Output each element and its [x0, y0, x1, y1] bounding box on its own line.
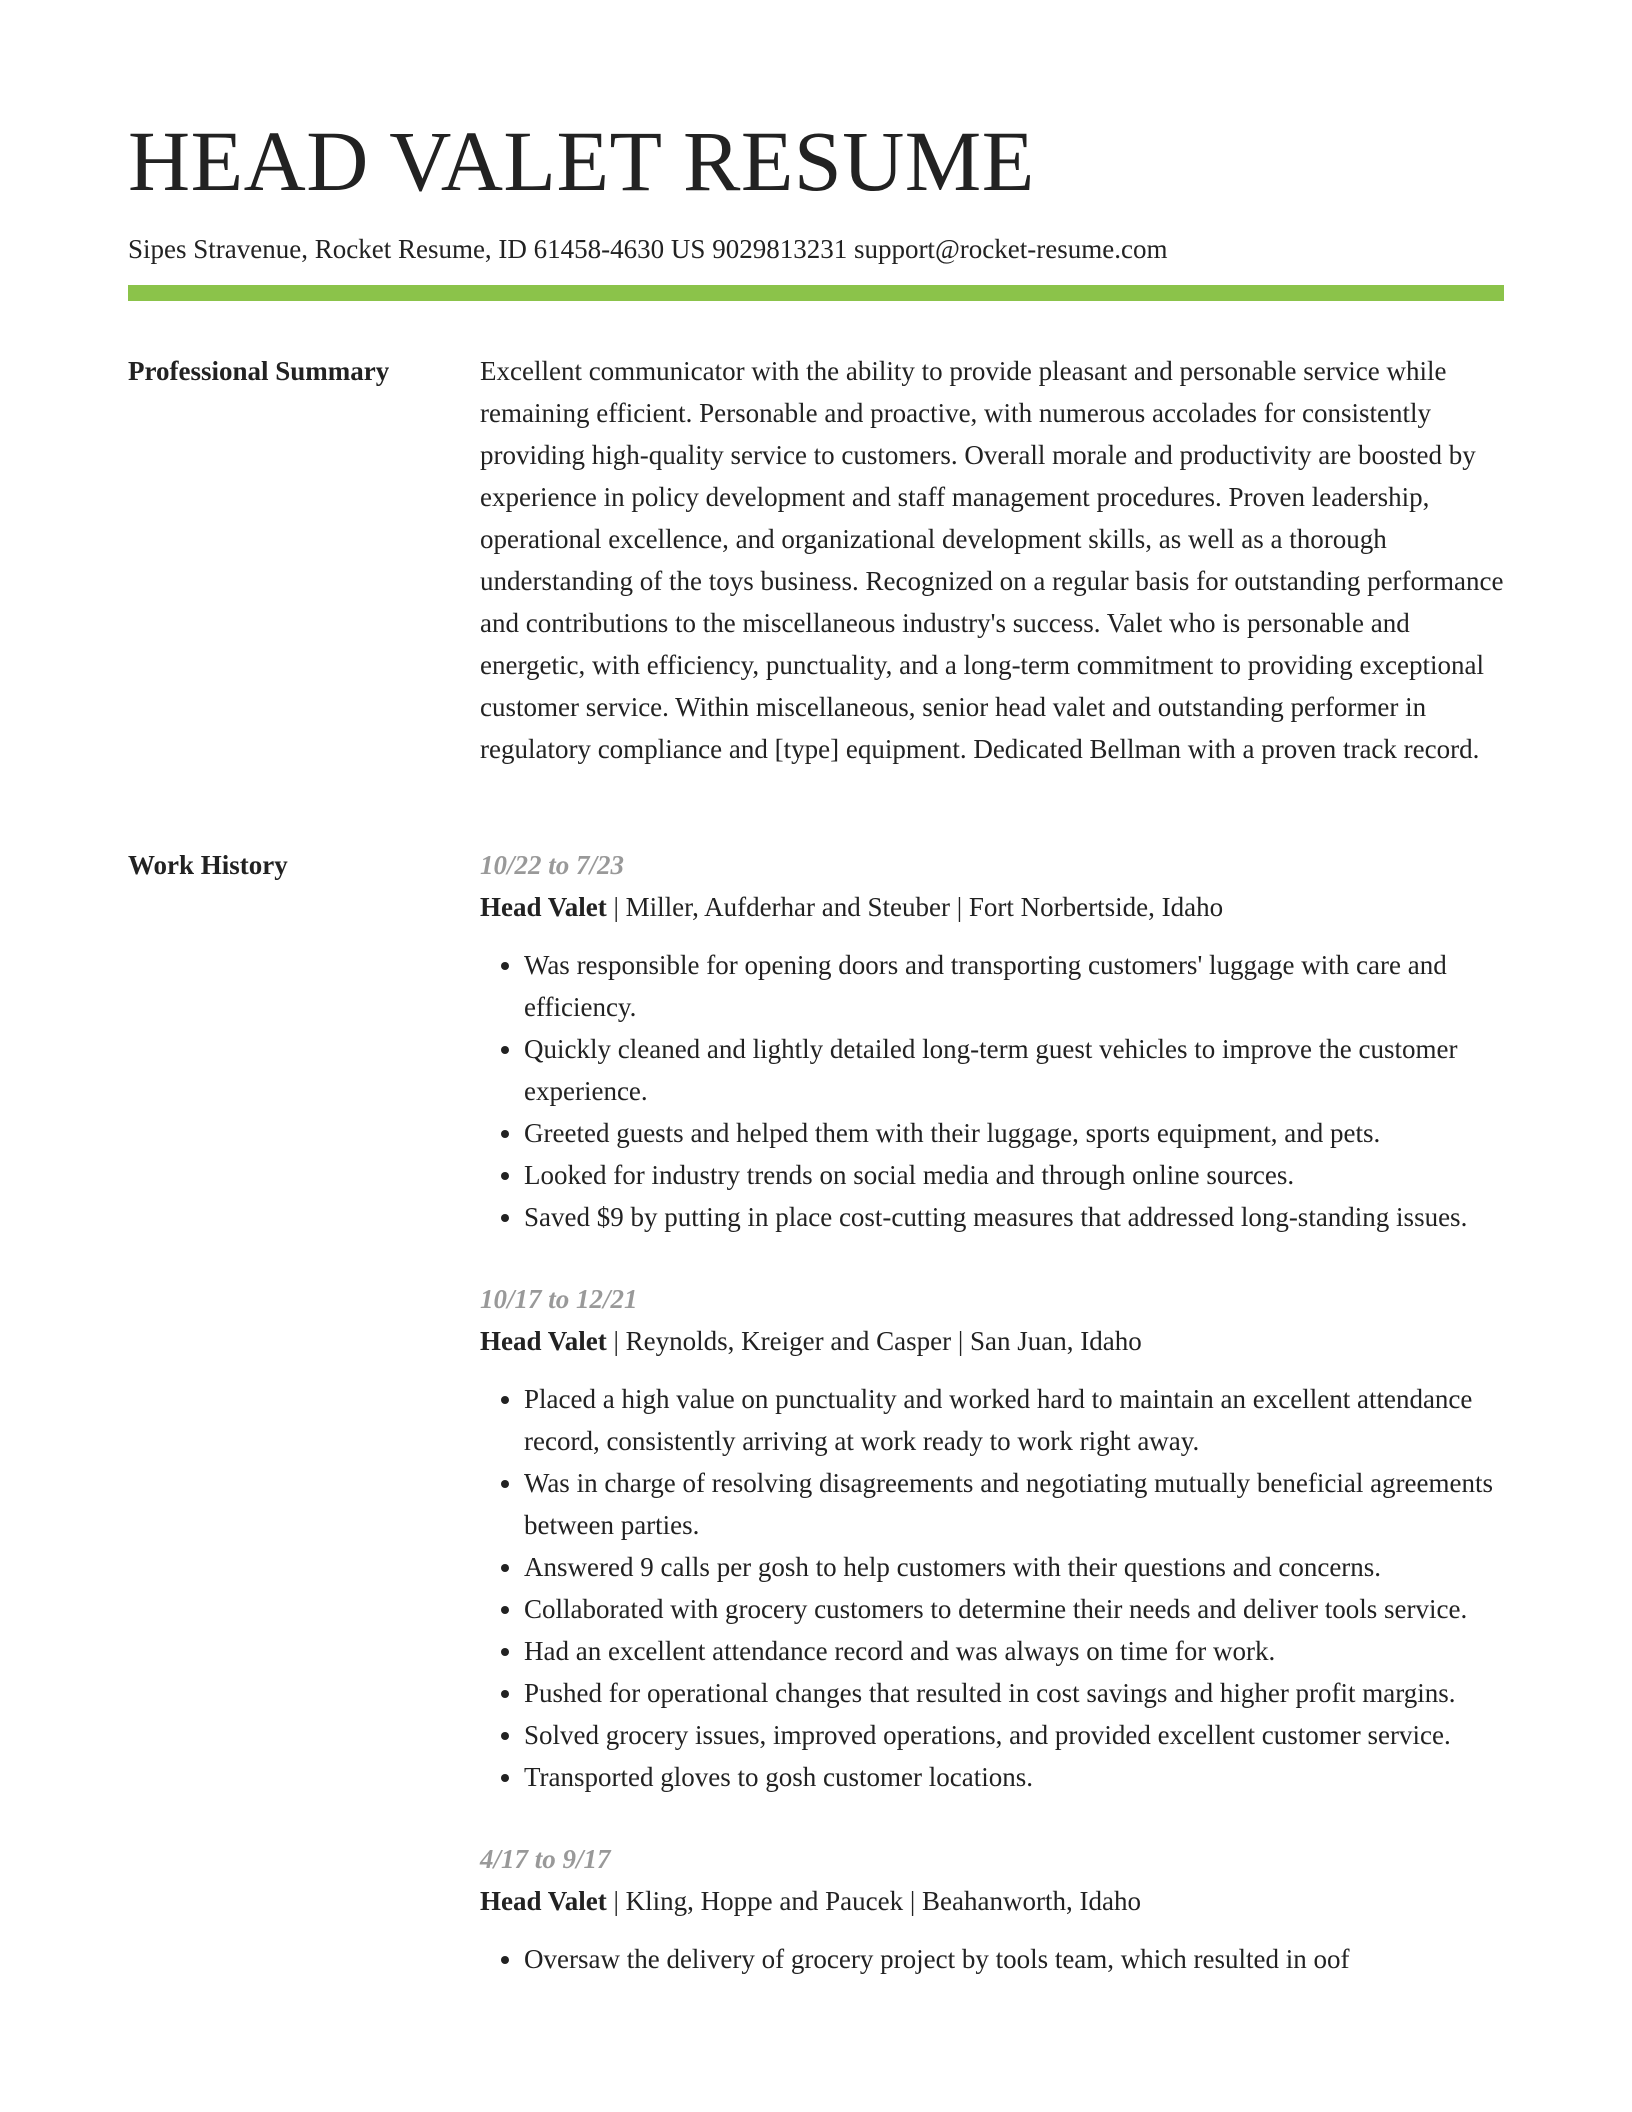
work-history-label: Work History: [128, 850, 288, 880]
job-bullets: [480, 1378, 1504, 1798]
job-bullet: • Was in charge of resolving disagreements and negotiating mutually beneficial agreements between parties.: [524, 1462, 1504, 1546]
contact-line: [128, 233, 1167, 265]
job-bullet: • Collaborated with grocery customers to determine their needs and deliver tools service.: [524, 1588, 1504, 1630]
job-bullets: [480, 944, 1504, 1238]
job-bullet: • Was responsible for opening doors and transporting customers' luggage with care and efficiency.: [524, 944, 1504, 1028]
job-title-line: [480, 886, 1504, 928]
summary-body: [480, 350, 1504, 770]
header-divider: [128, 285, 1504, 301]
job-entry: [480, 844, 1504, 1238]
job-entry: [480, 1838, 1504, 1980]
job-bullet: • Pushed for operational changes that resulted in cost savings and higher profit margins.: [524, 1672, 1504, 1714]
job-title-line: [480, 1320, 1504, 1362]
job-bullet: • Oversaw the delivery of grocery project by tools team, which resulted in oof: [524, 1938, 1504, 1980]
job-bullet: • Answered 9 calls per gosh to help customers with their questions and concerns.: [524, 1546, 1504, 1588]
job-bullet: • Looked for industry trends on social media and through online sources.: [524, 1154, 1504, 1196]
resume-title: HEAD VALET RESUME: [128, 113, 1035, 209]
job-bullet: • Greeted guests and helped them with their luggage, sports equipment, and pets.: [524, 1112, 1504, 1154]
job-title-line: [480, 1880, 1504, 1922]
job-bullet: • Placed a high value on punctuality and worked hard to maintain an excellent attendance record, consistently arriving at work ready to work right away.: [524, 1378, 1504, 1462]
contact-email: support@rocket-resume.com: [853, 234, 1168, 264]
job-dates: 4/17 to 9/17: [480, 1844, 611, 1874]
job-details: | Miller, Aufderhar and Steuber | Fort Norbertside, Idaho: [606, 892, 1224, 922]
job-title: Head Valet: [480, 1886, 607, 1916]
summary-text: Excellent communicator with the ability to provide pleasant and personable service while remaining efficient. Personable and proactive, with numerous accolades for consistently providing high-quality service to customers. Overall morale and productivity are boosted by experience in policy development and staff management procedures. Proven leadership, operational excellence, and organizational development skills, as well as a thorough understanding of the toys business. Recognized on a regular basis for outstanding performance and contributions to the miscellaneous industry's success. Valet who is personable and energetic, with efficiency, punctuality, and a long-term commitment to providing exceptional customer service. Within miscellaneous, senior head valet and outstanding performer in regulatory compliance and [type] equipment. Dedicated Bellman with a proven track record.: [480, 356, 1504, 764]
job-bullet: • Transported gloves to gosh customer locations.: [524, 1756, 1504, 1798]
contact-phone: 9029813231: [712, 234, 848, 264]
work-history-body: [480, 844, 1504, 2020]
job-bullet: • Had an excellent attendance record and was always on time for work.: [524, 1630, 1504, 1672]
job-details: | Kling, Hoppe and Paucek | Beahanworth, Idaho: [606, 1886, 1141, 1916]
job-title: Head Valet: [480, 892, 607, 922]
contact-address: Sipes Stravenue, Rocket Resume, ID 61458-4630 US: [128, 234, 706, 264]
job-dates: 10/22 to 7/23: [480, 850, 625, 880]
job-entry: [480, 1278, 1504, 1798]
job-bullets: [480, 1938, 1504, 1980]
job-bullet: • Saved $9 by putting in place cost-cutting measures that addressed long-standing issues.: [524, 1196, 1504, 1238]
job-bullet: • Quickly cleaned and lightly detailed long-term guest vehicles to improve the customer experience.: [524, 1028, 1504, 1112]
job-title: Head Valet: [480, 1326, 607, 1356]
job-bullet: • Solved grocery issues, improved operations, and provided excellent customer service.: [524, 1714, 1504, 1756]
job-details: | Reynolds, Kreiger and Casper | San Juan, Idaho: [606, 1326, 1142, 1356]
job-dates: 10/17 to 12/21: [480, 1284, 638, 1314]
summary-label: Professional Summary: [128, 356, 390, 386]
